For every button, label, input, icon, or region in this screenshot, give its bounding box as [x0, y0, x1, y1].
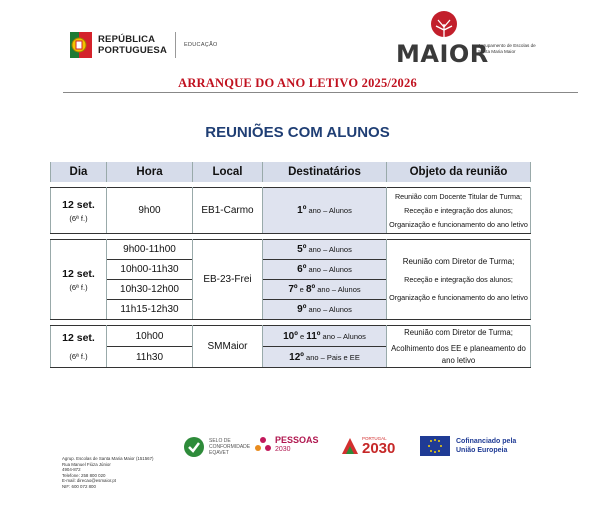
portugal-2030-logo	[340, 436, 395, 456]
objective-line: Acolhimento dos EE e planeamento do ano letivo	[391, 343, 526, 365]
day-label: 12 set.	[62, 198, 95, 211]
hour-cell: 9h00-11h00	[107, 240, 193, 260]
recipients-cell	[263, 326, 387, 347]
recipients-year: 7º	[288, 284, 298, 295]
hour-cell: 9h00	[107, 188, 193, 234]
header-objeto: Objeto da reunião	[387, 162, 531, 182]
check-seal-icon	[183, 436, 205, 458]
recipients-year: 6º	[297, 264, 307, 275]
recipients-connector: e	[299, 331, 305, 341]
recipients-year: 12º	[289, 351, 304, 363]
objective-cell	[387, 326, 531, 368]
eu-flag-icon	[420, 436, 450, 456]
banner-title: ARRANQUE DO ANO LETIVO 2025/2026	[178, 76, 417, 90]
gov-line2: PORTUGUESA	[98, 45, 168, 56]
recipients-rest: ano – Alunos	[322, 331, 366, 341]
day-label: 12 set.	[62, 332, 95, 344]
recipients-rest: ano – Pais e EE	[306, 352, 360, 362]
table-row	[51, 240, 531, 260]
recipients-cell	[263, 300, 387, 320]
pessoas-year: 2030	[275, 446, 291, 453]
address-line: NIF: 600 072 800	[62, 483, 96, 489]
republica-portuguesa-logo	[70, 32, 218, 58]
header-hora: Hora	[107, 162, 193, 182]
day-cell	[51, 240, 107, 320]
pessoas-icon	[254, 436, 272, 454]
objective-line: Organização e funcionamento do ano letivo	[389, 219, 528, 229]
header-divider	[175, 32, 176, 58]
local-cell: SMMaior	[193, 326, 263, 368]
banner-divider	[63, 92, 578, 93]
local-cell: EB1-Carmo	[193, 188, 263, 234]
eu-cofinanced-logo	[420, 436, 516, 456]
header-dia: Dia	[51, 162, 107, 182]
recipients-rest: ano – Alunos	[308, 245, 352, 254]
recipients-cell	[263, 260, 387, 280]
recipients-rest: ano – Alunos	[308, 265, 352, 274]
recipients-cell	[263, 347, 387, 368]
objective-line: Reunião com Diretor de Turma;	[404, 327, 513, 337]
portugal-emblem-icon	[70, 32, 92, 58]
recipients-year: 11º	[306, 330, 321, 342]
recipients-rest: ano – Alunos	[308, 206, 352, 215]
address-line: Rua Manuel Fiúza Júnior	[62, 461, 111, 467]
pessoas-2030-logo	[254, 436, 319, 454]
eqavet-label: SELO DE CONFORMIDADE EQAVET	[209, 438, 251, 456]
local-cell: EB-23-Frei	[193, 240, 263, 320]
address-line: Telefone: 258 800 020	[62, 472, 106, 478]
hour-cell: 10h00-11h30	[107, 260, 193, 280]
objective-cell	[387, 240, 531, 320]
recipients-connector: e	[299, 285, 304, 294]
address-line: 4904-872	[62, 467, 81, 473]
day-cell	[51, 326, 107, 368]
school-subtitle: Agrupamento de Escolas de Santa Maria Maior	[478, 43, 536, 54]
objective-cell	[387, 188, 531, 234]
pessoas-label: PESSOAS	[275, 435, 319, 445]
footer-address	[62, 456, 154, 490]
tree-icon	[430, 10, 458, 40]
recipients-rest: ano – Alunos	[317, 285, 361, 294]
portugal-2030-icon	[340, 436, 360, 456]
p2030-year: 2030	[362, 440, 396, 457]
recipients-cell	[263, 280, 387, 300]
recipients-year: 1º	[297, 205, 307, 216]
portugal-label: PORTUGAL	[362, 436, 387, 441]
hour-cell: 11h30	[107, 347, 193, 368]
address-line: E-mail: direcao@esmaior.pt	[62, 478, 116, 484]
recipients-year: 8º	[305, 284, 316, 295]
recipients-rest: ano – Alunos	[308, 305, 352, 314]
recipients-year: 5º	[297, 244, 307, 255]
table-row	[51, 326, 531, 347]
recipients-cell	[263, 188, 387, 234]
gov-line1: REPÚBLICA	[98, 34, 156, 45]
table-row	[51, 188, 531, 234]
day-label: 12 set.	[62, 267, 95, 280]
section-title: REUNIÕES COM ALUNOS	[205, 124, 390, 141]
day-note: (6ª f.)	[69, 213, 88, 223]
objective-line: Reunião com Docente Titular de Turma;	[394, 191, 523, 201]
objective-line: Organização e funcionamento do ano letivo	[389, 292, 528, 302]
recipients-year: 10º	[283, 330, 298, 342]
maior-logo	[396, 10, 536, 70]
address-line: Agrup. Escolas de Santa Maria Maior (151567)	[62, 456, 154, 461]
eu-line2: União Europeia	[456, 447, 508, 454]
day-note: (6ª f.)	[69, 352, 88, 361]
hour-cell: 11h15-12h30	[107, 300, 193, 320]
table-header-row	[51, 162, 531, 182]
header-local: Local	[193, 162, 263, 182]
recipients-cell	[263, 240, 387, 260]
objective-line: Receção e integração dos alunos;	[404, 205, 513, 215]
objective-line: Reunião com Diretor de Turma;	[402, 256, 515, 266]
eu-line1: Cofinanciado pela	[456, 438, 517, 445]
hour-cell: 10h00	[107, 326, 193, 347]
hour-cell: 10h30-12h00	[107, 280, 193, 300]
day-cell	[51, 188, 107, 234]
gov-ministry: EDUCAÇÃO	[184, 42, 218, 48]
meetings-table	[50, 162, 530, 368]
day-note: (6ª f.)	[69, 282, 88, 292]
maior-wordmark: MAIOR	[396, 40, 489, 68]
recipients-year: 9º	[297, 304, 307, 315]
header-destinatarios: Destinatários	[263, 162, 387, 182]
objective-line: Receção e integração dos alunos;	[404, 274, 513, 284]
eqavet-logo	[183, 436, 249, 458]
